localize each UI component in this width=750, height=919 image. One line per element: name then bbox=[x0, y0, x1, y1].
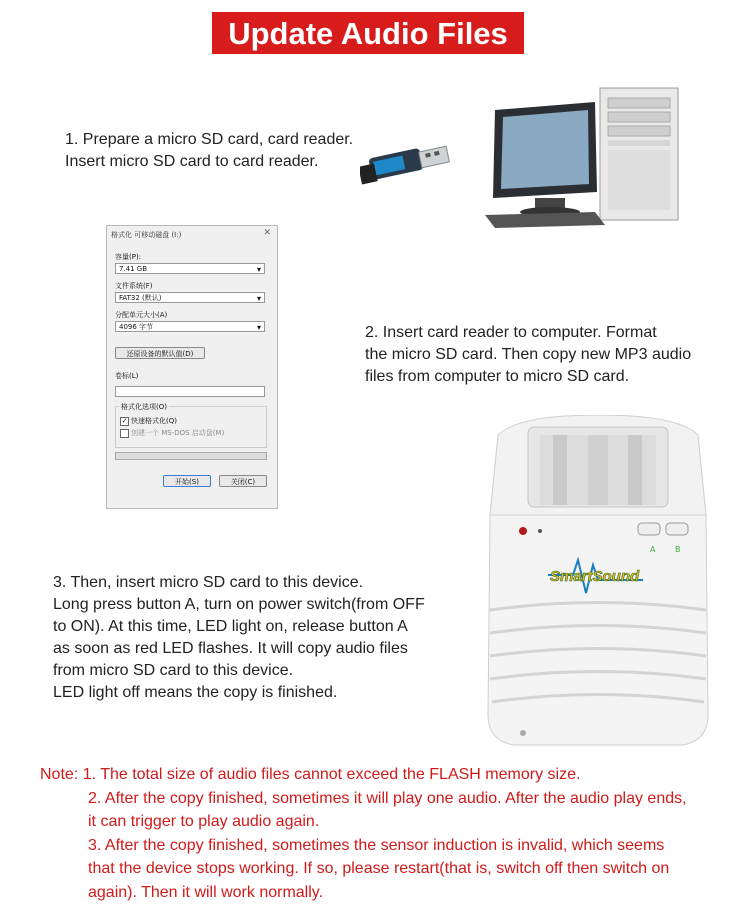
alloc-unit-label: 分配单元大小(A) bbox=[115, 311, 168, 319]
button-b-label: B bbox=[675, 545, 681, 554]
format-dialog bbox=[106, 225, 278, 509]
msdos-disk-checkbox[interactable] bbox=[120, 428, 224, 438]
page-title: Update Audio Files bbox=[212, 12, 524, 54]
close-button[interactable]: 关闭(C) bbox=[219, 475, 267, 487]
filesystem-label: 文件系统(F) bbox=[115, 282, 153, 290]
dialog-title: 格式化 可移动磁盘 (I:) bbox=[111, 231, 182, 239]
note-2-line-2: it can trigger to play audio again. bbox=[88, 813, 320, 830]
step-1-text: 1. Prepare a micro SD card, card reader. Insert micro SD card to card reader. bbox=[65, 131, 354, 170]
card-reader-illustration bbox=[360, 139, 455, 185]
computer-illustration bbox=[485, 80, 685, 230]
capacity-select[interactable]: 7.41 GB ▾ bbox=[115, 263, 265, 274]
step-2-text: 2. Insert card reader to computer. Format the micro SD card. Then copy new MP3 audio files from computer to micro SD card. bbox=[365, 324, 692, 385]
device-brand-logo: SmartSound bbox=[550, 568, 640, 585]
volume-input[interactable] bbox=[115, 386, 265, 397]
msdos-disk-label: 创建一个 MS-DOS 启动盘(M) bbox=[131, 429, 225, 437]
checkmark-icon: ✓ bbox=[121, 416, 128, 425]
volume-label: 卷标(L) bbox=[115, 372, 139, 380]
checkbox-box bbox=[120, 429, 129, 438]
capacity-label: 容量(P): bbox=[115, 253, 142, 261]
note-3-line-1: 3. After the copy finished, sometimes the sensor induction is invalid, which seems bbox=[88, 837, 665, 854]
close-icon[interactable]: ✕ bbox=[263, 228, 271, 238]
start-button[interactable]: 开始(S) bbox=[163, 475, 211, 487]
note-1: Note: 1. The total size of audio files cannot exceed the FLASH memory size. bbox=[40, 766, 581, 783]
step-3-text: 3. Then, insert micro SD card to this device. Long press button A, turn on power switch(from OFF to ON). At this time, LED light on, release button A as soon as red LED flashes. It will copy audio files from micro SD card to this device. LED light off means the copy is finished. bbox=[53, 574, 425, 701]
note-2-line-1: 2. After the copy finished, sometimes it will play one audio. After the audio play ends, bbox=[88, 790, 687, 807]
quick-format-label: 快速格式化(Q) bbox=[131, 417, 177, 425]
sensor-device-illustration bbox=[478, 415, 718, 750]
button-a-label: A bbox=[650, 545, 656, 554]
restore-defaults-button[interactable]: 还原设备的默认值(D) bbox=[115, 347, 205, 359]
alloc-unit-select[interactable]: 4096 字节 ▾ bbox=[115, 321, 265, 332]
format-options-label: 格式化选项(O) bbox=[121, 403, 167, 411]
note-3-line-2: that the device stops working. If so, please restart(that is, switch off then switch on bbox=[88, 860, 670, 877]
note-3-line-3: again). Then it will work normally. bbox=[88, 884, 324, 901]
format-progress-bar bbox=[115, 452, 267, 460]
filesystem-select[interactable]: FAT32 (默认) ▾ bbox=[115, 292, 265, 303]
quick-format-checkbox[interactable] bbox=[120, 416, 177, 426]
format-options-group bbox=[115, 406, 267, 448]
